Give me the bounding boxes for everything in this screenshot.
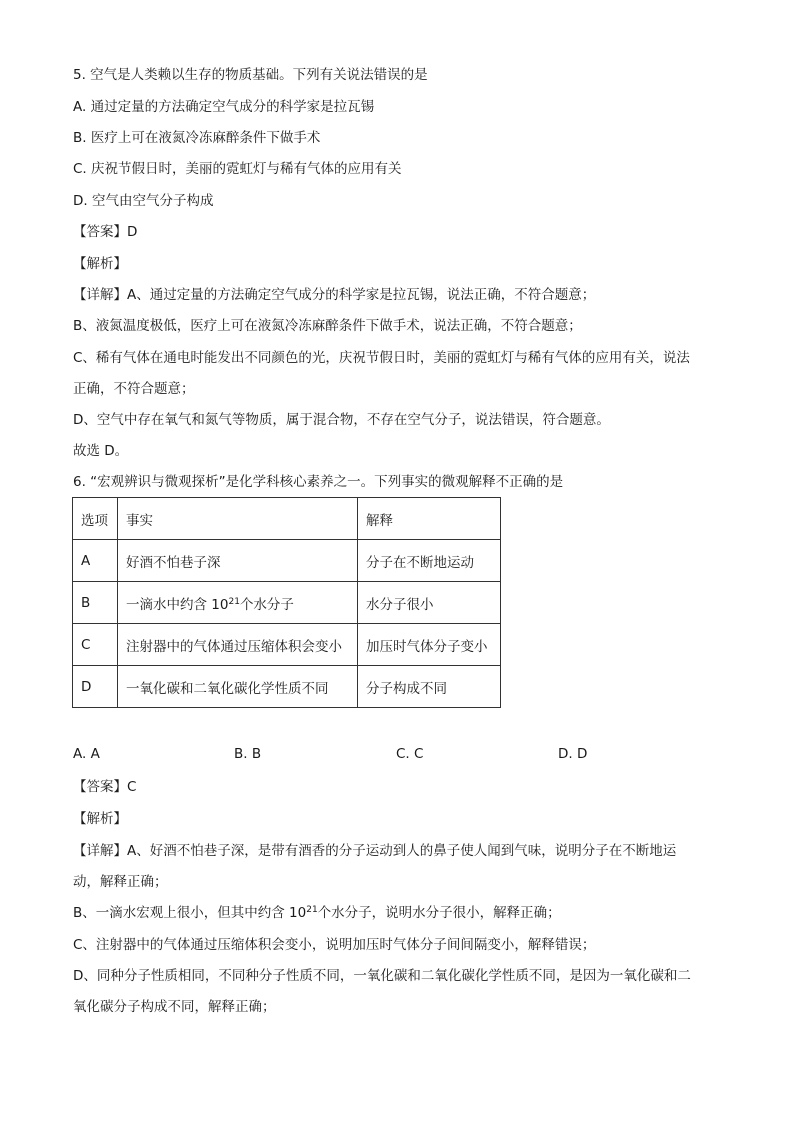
table-cell-option: A [73, 540, 118, 582]
exponent: 21 [306, 905, 318, 915]
fact-text: 一滴水中约含 10 [126, 596, 229, 613]
q6-analysis-line [73, 904, 561, 922]
q6-analysis-line: C、注射器中的气体通过压缩体积会变小，说明加压时气体分子间间隔变小，解释错误； [73, 937, 596, 953]
q5-option-c: C. 庆祝节假日时，美丽的霓虹灯与稀有气体的应用有关 [73, 161, 402, 177]
q5-option-d: D. 空气由空气分子构成 [73, 193, 214, 209]
q5-answer: 【答案】D [73, 224, 138, 240]
table-cell-option: B [73, 582, 118, 624]
q6-analysis-line: 氧化碳分子构成不同，解释正确； [73, 999, 276, 1015]
q6-choice-d: D. D [558, 746, 588, 762]
exponent: 21 [228, 596, 240, 607]
table-cell-option: D [73, 666, 118, 708]
q6-analysis-line: 动，解释正确； [73, 874, 168, 890]
q5-analysis-line: 故选 D。 [73, 443, 129, 459]
table-cell-explain: 分子构成不同 [358, 666, 501, 708]
table-cell-explain: 分子在不断地运动 [358, 540, 501, 582]
table-cell-option: C [73, 624, 118, 666]
table-row [73, 624, 501, 666]
analysis-text: 个水分子，说明水分子很小，解释正确； [317, 905, 561, 921]
table-cell-fact: 好酒不怕巷子深 [118, 540, 358, 582]
table-cell-fact: 一氧化碳和二氧化碳化学性质不同 [118, 666, 358, 708]
q5-analysis-line: D、空气中存在氧气和氮气等物质，属于混合物，不存在空气分子，说法错误，符合题意。 [73, 412, 610, 428]
q5-analysis-line: 【详解】A、通过定量的方法确定空气成分的科学家是拉瓦锡，说法正确，不符合题意； [73, 287, 596, 303]
table-row [73, 666, 501, 708]
table-header-cell: 事实 [118, 498, 358, 540]
table-cell-fact: 注射器中的气体通过压缩体积会变小 [118, 624, 358, 666]
q5-analysis-title: 【解析】 [73, 256, 127, 272]
table-cell-explain: 加压时气体分子变小 [358, 624, 501, 666]
q6-choice-b: B. B [234, 746, 262, 762]
table-cell-fact [118, 582, 358, 624]
q6-choice-a: A. A [73, 746, 100, 762]
table-header-cell: 选项 [73, 498, 118, 540]
q6-analysis-line: 【详解】A、好酒不怕巷子深，是带有酒香的分子运动到人的鼻子使人闻到气味，说明分子在不断地运 [73, 843, 677, 859]
q6-table [72, 497, 501, 708]
q6-analysis-title: 【解析】 [73, 811, 127, 827]
table-cell-explain: 水分子很小 [358, 582, 501, 624]
analysis-text: B、一滴水宏观上很小，但其中约含 10 [73, 905, 307, 921]
q6-analysis-line: D、同种分子性质相同，不同种分子性质不同，一氧化碳和二氧化碳化学性质不同，是因为一氧化碳和二 [73, 968, 691, 984]
table-header-cell: 解释 [358, 498, 501, 540]
table-row [73, 540, 501, 582]
q5-analysis-line: B、液氮温度极低，医疗上可在液氮冷冻麻醉条件下做手术，说法正确，不符合题意； [73, 318, 582, 334]
q5-option-a: A. 通过定量的方法确定空气成分的科学家是拉瓦锡 [73, 99, 375, 115]
q5-analysis-line: C、稀有气体在通电时能发出不同颜色的光，庆祝节假日时，美丽的霓虹灯与稀有气体的应用有关，说法 [73, 350, 690, 366]
table-row [73, 582, 501, 624]
table-header-row [73, 498, 501, 540]
q6-stem: 6. “宏观辨识与微观探析”是化学科核心素养之一。下列事实的微观解释不正确的是 [73, 474, 564, 490]
q5-stem: 5. 空气是人类赖以生存的物质基础。下列有关说法错误的是 [73, 67, 428, 83]
q6-choices [73, 746, 633, 766]
q6-answer: 【答案】C [73, 779, 137, 795]
q6-choice-c: C. C [396, 746, 424, 762]
q5-option-b: B. 医疗上可在液氮冷冻麻醉条件下做手术 [73, 130, 321, 146]
fact-text: 个水分子 [239, 596, 294, 613]
q5-analysis-line: 正确，不符合题意； [73, 381, 195, 397]
